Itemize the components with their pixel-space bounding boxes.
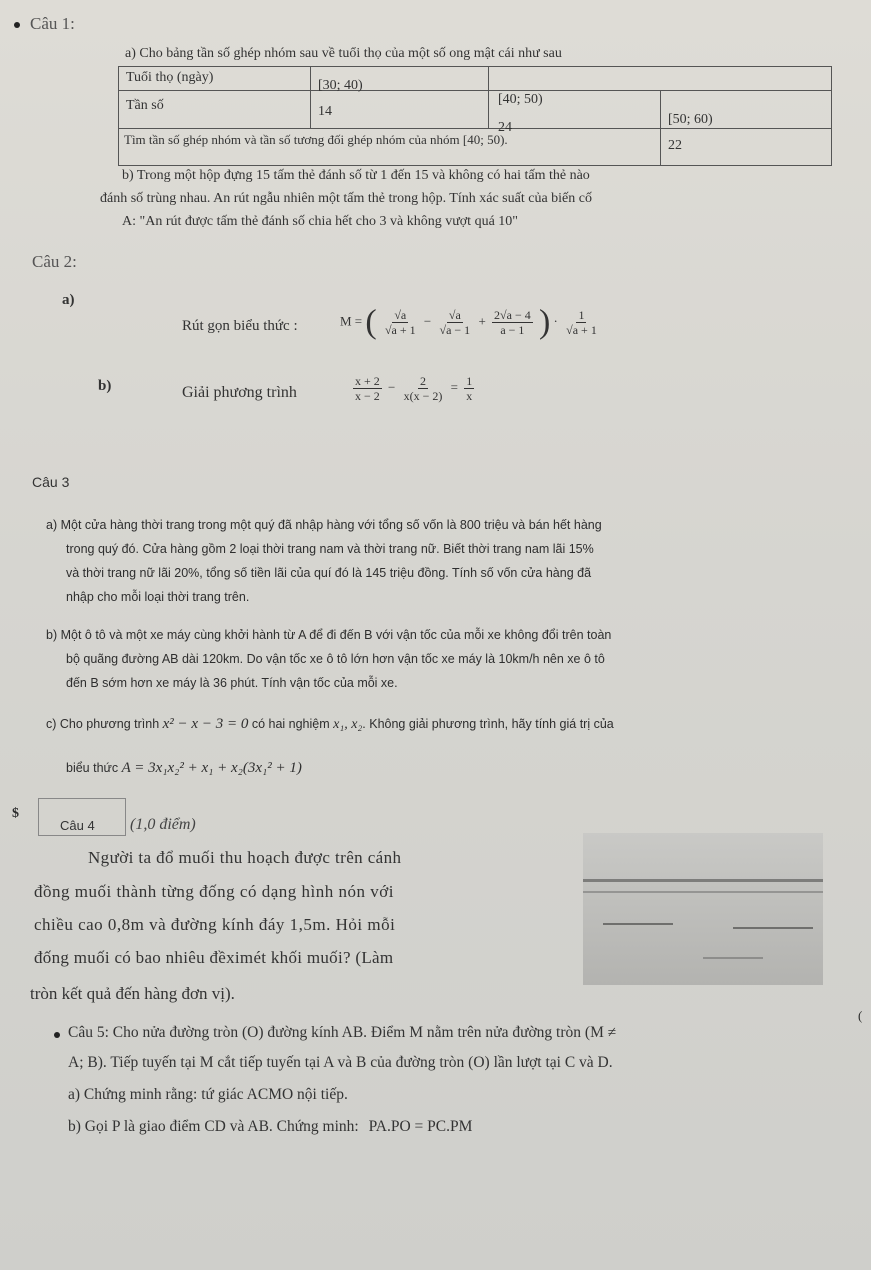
frac-2: $\frac{√a}{√a - 1}$ bbox=[439, 308, 471, 337]
cau4-line3: chiều cao 0,8m và đường kính đáy 1,5m. Hỏi mỗi bbox=[34, 915, 396, 934]
cau3-title: Câu 3 bbox=[32, 474, 70, 490]
cau3-b-line1: b) Một ô tô và một xe máy cùng khởi hành từ A để đi đến B với vận tốc của mỗi xe không đổi trên toàn bbox=[46, 628, 612, 642]
table-interval-40-50: [40; 50) bbox=[498, 92, 543, 107]
cau5-line2: A; B). Tiếp tuyến tại M cắt tiếp tuyến tại A và B của đường tròn (O) lần lượt tại C và D. bbox=[68, 1054, 613, 1071]
cau5-b: b) Gọi P là giao điểm CD và AB. Chứng minh: PA.PO = PC.PM bbox=[68, 1118, 473, 1135]
table-interval-50-60: [50; 60) bbox=[668, 112, 713, 127]
expression-A: A = 3x₁x₂² + x₁ + x₂(3x₁² + 1) bbox=[121, 760, 302, 776]
table-task-text: Tìm tần số ghép nhóm và tần số tương đối ghép nhóm của nhóm [40; 50). bbox=[124, 132, 508, 147]
paren-close: ) bbox=[538, 303, 551, 341]
expr-M-lhs: M = bbox=[340, 313, 363, 329]
cau3-b-line3: đến B sớm hơn xe máy là 36 phút. Tính vận tốc của mỗi xe. bbox=[66, 676, 398, 690]
eq-frac-2: $\frac{2}{x(x - 2)}$ bbox=[403, 374, 443, 403]
roots: x₁, x₂ bbox=[333, 717, 363, 732]
cau3-a-line2: trong quý đó. Cửa hàng gồm 2 loại thời trang nam và thời trang nữ. Biết thời trang nam lãi 15% bbox=[66, 542, 594, 556]
bullet-dot-5 bbox=[54, 1032, 60, 1038]
cau1-b-line3: A: "An rút được tấm thẻ đánh số chia hết cho 3 và không vượt quá 10" bbox=[122, 214, 518, 229]
salt-field-photo bbox=[583, 833, 823, 985]
frequency-table bbox=[118, 66, 832, 166]
cau2-a-label: a) bbox=[62, 292, 75, 308]
paren-open: ( bbox=[365, 303, 377, 341]
cau1-b-line1: b) Trong một hộp đựng 15 tấm thẻ đánh số từ 1 đến 15 và không có hai tấm thẻ nào bbox=[122, 168, 590, 183]
cau3-c-line1: c) Cho phương trình x² − x − 3 = 0 có hai nghiệm x₁, x₂. Không giải phương trình, hãy tính giá trị của bbox=[46, 716, 614, 732]
cau4-points: (1,0 điểm) bbox=[130, 816, 196, 833]
cau2-a-text: Rút gọn biểu thức : bbox=[182, 318, 298, 334]
cau5-a: a) Chứng minh rằng: tứ giác ACMO nội tiếp. bbox=[68, 1086, 348, 1103]
table-value-24: 24 bbox=[498, 120, 512, 135]
cau1-title: Câu 1: bbox=[30, 14, 75, 33]
frac-1: $\frac{√a}{√a + 1}$ bbox=[384, 308, 416, 337]
cau3-a-line3: và thời trang nữ lãi 20%, tổng số tiền lãi của quí đó là 145 triệu đồng. Tính số vốn cửa hàng đã bbox=[66, 566, 592, 580]
table-header-frequency: Tần số bbox=[126, 98, 164, 113]
frac-3: $\frac{2√a - 4}{a - 1}$ bbox=[494, 308, 531, 337]
table-interval-30-40: [30; 40) bbox=[318, 78, 363, 93]
proof-expression: PA.PO = PC.PM bbox=[368, 1118, 473, 1135]
equation-b: $\frac{x + 2}{x - 2}$ − $\frac{2}{x(x - 2)}$ = $\frac{1}{x}$ bbox=[355, 374, 473, 403]
cau2-b-text: Giải phương trình bbox=[182, 384, 297, 401]
cau4-line4: đống muối có bao nhiêu đềximét khối muối? (Làm bbox=[34, 948, 394, 967]
cau2-title: Câu 2: bbox=[32, 252, 77, 271]
eq-frac-3: $\frac{1}{x}$ bbox=[466, 374, 473, 403]
cau5-line1: Câu 5: Cho nửa đường tròn (O) đường kính AB. Điểm M nằm trên nửa đường tròn (M ≠ bbox=[68, 1024, 617, 1041]
quadratic-equation: x² − x − 3 = 0 bbox=[162, 716, 249, 732]
margin-mark-s: $ bbox=[12, 806, 19, 821]
table-value-22: 22 bbox=[668, 138, 682, 153]
table-value-14: 14 bbox=[318, 104, 332, 119]
cau3-a-line1: a) Một cửa hàng thời trang trong một quý đã nhập hàng với tổng số vốn là 800 triệu và bán hết hàng bbox=[46, 518, 602, 532]
cau3-c-line2: biểu thức A = 3x₁x₂² + x₁ + x₂(3x₁² + 1) bbox=[66, 760, 302, 776]
frac-4: $\frac{1}{√a + 1}$ bbox=[566, 308, 597, 337]
cau3-a-line4: nhập cho mỗi loại thời trang trên. bbox=[66, 590, 250, 604]
cau3-b-line2: bộ quãng đường AB dài 120km. Do vận tốc xe ô tô lớn hơn vận tốc xe máy là 10km/h nên xe ô tô bbox=[66, 652, 605, 666]
eq-frac-1: $\frac{x + 2}{x - 2}$ bbox=[355, 374, 380, 403]
cau2-b-label: b) bbox=[98, 378, 112, 394]
cau4-line2: đồng muối thành từng đống có dạng hình nón với bbox=[34, 882, 394, 901]
cau1-a-intro: a) Cho bảng tần số ghép nhóm sau về tuổi thọ của một số ong mật cái như sau bbox=[125, 46, 562, 61]
expression-M: M = ( $\frac{√a}{√a + 1}$ − $\frac{√a}{√a - 1}$ + $\frac{2√a - 4}{a - 1}$ ) · $\frac{1}{√a + 1}$ bbox=[340, 303, 597, 341]
cau4-line5: tròn kết quả đến hàng đơn vị). bbox=[30, 984, 235, 1003]
margin-mark-paren: ( bbox=[858, 1008, 863, 1023]
cau4-line1: Người ta đổ muối thu hoạch được trên cánh bbox=[88, 848, 402, 867]
cau1-b-line2: đánh số trùng nhau. An rút ngẫu nhiên một tấm thẻ trong hộp. Tính xác suất của biến cố bbox=[100, 191, 592, 206]
cau4-title: Câu 4 bbox=[60, 818, 95, 833]
table-header-age: Tuổi thọ (ngày) bbox=[126, 70, 214, 85]
bullet-dot-1 bbox=[14, 22, 20, 28]
